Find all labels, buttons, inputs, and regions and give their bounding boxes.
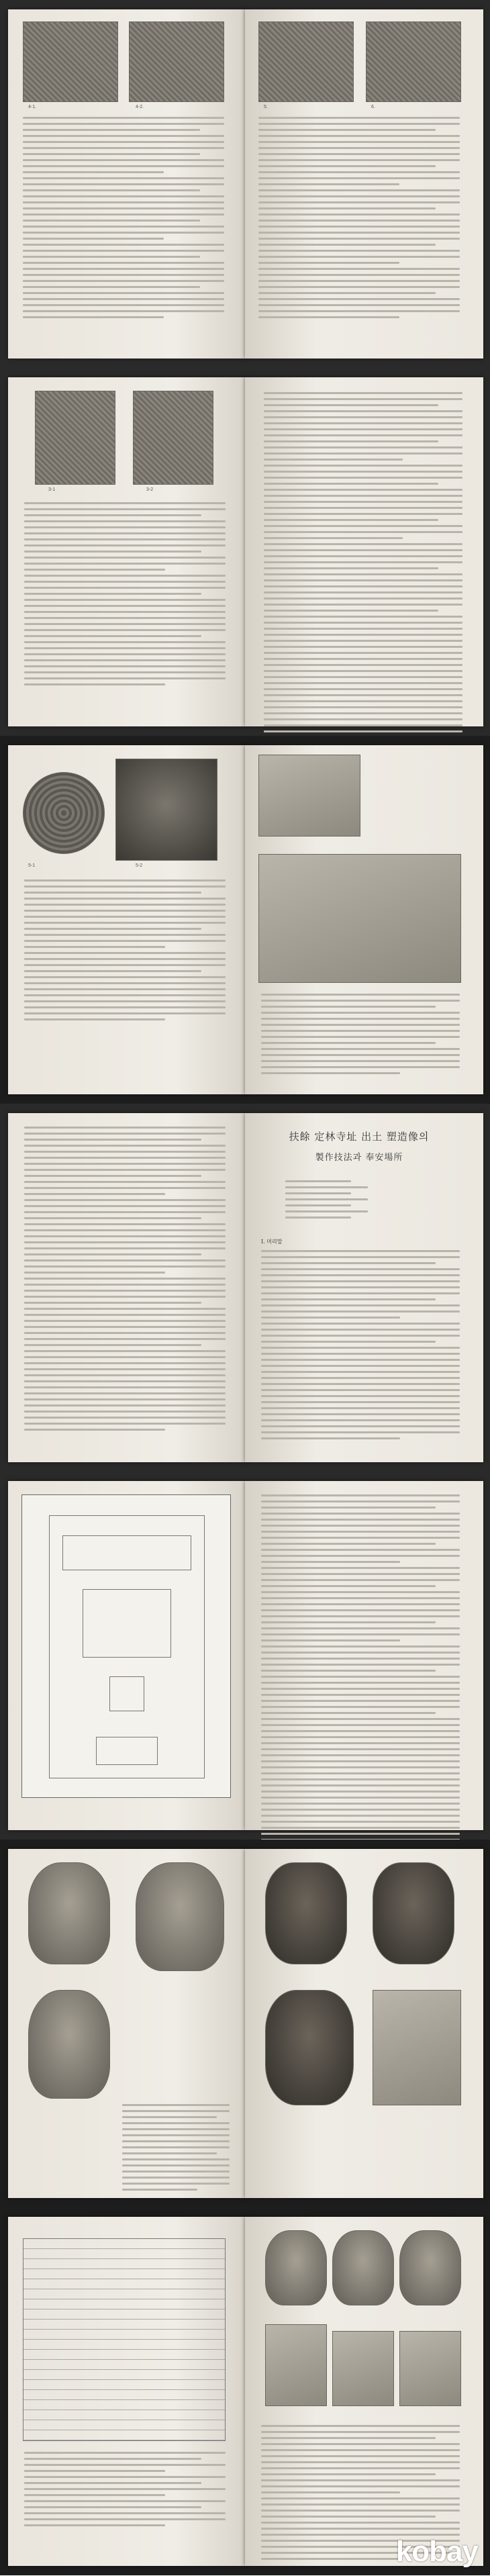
sculpture-fragment-photo [258, 854, 461, 983]
figure-caption: 4-2. [136, 105, 144, 109]
right-page [245, 2217, 483, 2566]
right-page [245, 1113, 483, 1462]
relief-tile-photo [133, 391, 213, 485]
book-spread-6 [0, 1840, 490, 2207]
figure-caption: 4-1. [28, 105, 37, 109]
title-line-2: 製作技法과 奉安場所 [315, 1153, 403, 1163]
body-text [264, 392, 462, 736]
clay-head-photo [373, 1862, 454, 1964]
relief-tile-photo [366, 21, 461, 102]
stone-fragment-photo [115, 759, 217, 861]
relief-tile-photo [35, 391, 115, 485]
left-page [8, 1481, 246, 1830]
relief-tile-photo [23, 21, 118, 102]
right-page [245, 1849, 483, 2198]
title-line-1: 扶餘 定林寺址 出土 塑造像의 [289, 1131, 430, 1143]
body-text [258, 117, 460, 322]
clay-head-photo [28, 1990, 110, 2099]
clay-head-photo [265, 1862, 347, 1964]
clay-head-photo [136, 1862, 224, 1971]
clay-fragment-photo [332, 2331, 394, 2406]
article-title [258, 1129, 460, 1163]
sculpture-fragment-photo [258, 755, 360, 837]
relief-tile-photo [258, 21, 354, 102]
lotus-roof-tile-photo [23, 772, 105, 854]
site-plan-drawing [21, 1494, 231, 1798]
left-page [8, 745, 246, 1094]
clay-head-photo [28, 1862, 110, 1964]
figure-caption: 3-2 [146, 487, 154, 492]
right-page [245, 9, 483, 359]
clay-mask-photo [399, 2230, 461, 2305]
figure-caption: 6. [371, 105, 375, 109]
right-page [245, 377, 483, 726]
plan-corridor [62, 1535, 191, 1570]
body-text [261, 994, 460, 1078]
data-table [23, 2238, 226, 2441]
body-text [24, 1127, 226, 1435]
body-text [23, 117, 224, 322]
right-page [245, 1481, 483, 1830]
footnotes [24, 2452, 226, 2530]
table-of-contents [285, 1180, 379, 1223]
clay-fragment-photo [265, 2324, 327, 2406]
section-heading: I. 머리말 [261, 1239, 283, 1245]
book-spread-7 [0, 2207, 490, 2575]
clay-mask-photo [332, 2230, 394, 2305]
body-text [24, 879, 226, 1024]
left-page [8, 377, 246, 726]
left-page [8, 2217, 246, 2566]
left-page [8, 1113, 246, 1462]
figure-caption: 5. [264, 105, 268, 109]
body-text [261, 1494, 460, 1840]
clay-head-photo [265, 1990, 354, 2105]
book-spread-4 [0, 1104, 490, 1472]
body-text [122, 2104, 230, 2195]
book-spread-5 [0, 1472, 490, 1840]
right-page [245, 745, 483, 1094]
figure-caption: 3-1 [48, 487, 56, 492]
book-spread-3 [0, 736, 490, 1104]
plan-hall [83, 1589, 171, 1658]
plan-pagoda [109, 1676, 144, 1711]
watermark-logo: kobay [395, 2535, 478, 2568]
left-page [8, 9, 246, 359]
clay-fragment-photo [373, 1990, 461, 2105]
clay-mask-photo [265, 2230, 327, 2305]
body-text [24, 502, 226, 689]
relief-tile-photo [129, 21, 224, 102]
left-page [8, 1849, 246, 2198]
plan-gate [96, 1737, 158, 1765]
book-spread-1 [0, 0, 490, 368]
figure-caption: 5-2 [136, 863, 143, 868]
book-spread-2 [0, 368, 490, 736]
body-text [261, 1250, 460, 1443]
figure-caption: 5-1 [28, 863, 36, 868]
clay-fragment-photo [399, 2331, 461, 2406]
